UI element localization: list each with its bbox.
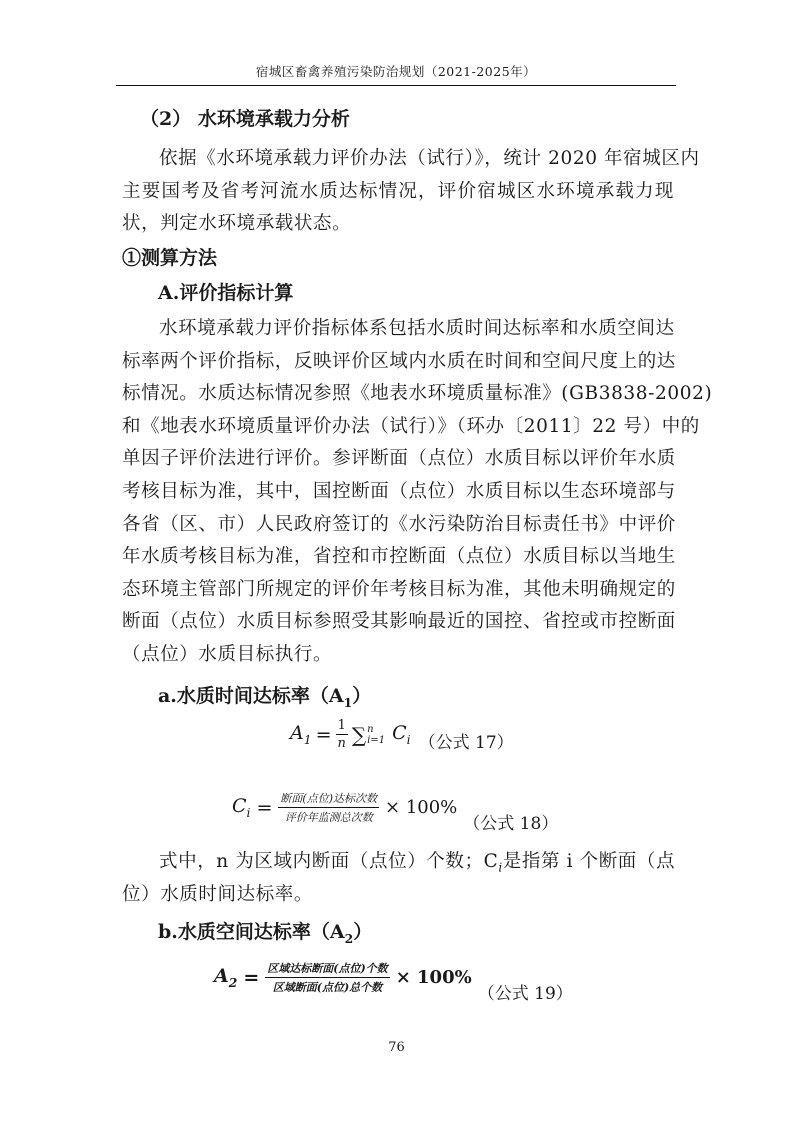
formula-19 xyxy=(214,960,573,1004)
f18-fraction: $\frac{\text{断面(点位)达标次数}}{\text{评价年监测总次数}}$ xyxy=(280,792,378,824)
intro-line: 主要国考及省考河流水质达标情况，评价宿城区水环境承载力现 xyxy=(122,180,674,202)
where-paragraph xyxy=(122,846,674,911)
intro-paragraph xyxy=(122,143,700,241)
f19-lhs: $A_2$ xyxy=(214,965,238,990)
item-a-label: a.水质时间达标率（A xyxy=(158,685,344,707)
intro-line: 依据《水环境承载力评价办法（试行）》，统计 2020 年宿城区内 xyxy=(159,148,700,169)
f18-eq: = xyxy=(256,796,273,819)
item-b-close: ） xyxy=(353,921,373,943)
header-rule xyxy=(116,85,676,86)
body-line: 年水质考核目标为准，省控和市控断面（点位）水质目标以当地生 xyxy=(122,546,676,568)
f17-fraction: $\frac{1}{n}$ xyxy=(337,718,346,751)
formula-17 xyxy=(290,718,514,751)
body-line: 水环境承载力评价指标体系包括水质时间达标率和水质空间达 xyxy=(159,318,675,339)
body-line: 和《地表水环境质量评价办法（试行）》（环办〔2011〕22 号）中的 xyxy=(122,415,700,437)
running-header: 宿城区畜禽养殖污染防治规划（2021-2025年） xyxy=(255,64,537,79)
item-a-heading xyxy=(158,684,371,715)
body-line: 断面（点位）水质目标参照受其影响最近的国控、省控或市控断面 xyxy=(122,611,676,633)
f17-eq: = xyxy=(315,723,332,746)
f19-tag: （公式 19） xyxy=(477,984,573,1004)
body-line: 标率两个评价指标，反映评价区域内水质在时间和空间尺度上的达 xyxy=(122,350,676,372)
body-paragraph xyxy=(122,313,713,672)
f18-tag: （公式 18） xyxy=(463,814,559,834)
body-line: （点位）水质目标执行。 xyxy=(122,643,333,665)
intro-line: 状，判定水环境承载状态。 xyxy=(122,213,352,235)
body-line: 考核目标为准，其中，国控断面（点位）水质目标以生态环境部与 xyxy=(122,480,676,502)
item-b-sub: 2 xyxy=(344,930,354,946)
f17-lhs: $A_1$ xyxy=(290,722,312,747)
formula-18 xyxy=(232,790,559,834)
item-a-sub: 1 xyxy=(343,694,353,710)
body-line: 单因子评价法进行评价。参评断面（点位）水质目标以评价年水质 xyxy=(122,448,676,470)
f17-sum: ∑ n i=1 xyxy=(351,722,386,747)
item-b-heading xyxy=(158,920,372,951)
f19-times: × 100% xyxy=(395,967,472,988)
f19-eq: = xyxy=(243,966,260,989)
f18-lhs: $C_i$ xyxy=(232,795,251,820)
section-heading: （2） 水环境承载力分析 xyxy=(140,108,350,130)
subsection-heading: A.评价指标计算 xyxy=(158,282,294,304)
method-heading: ①测算方法 xyxy=(122,247,218,269)
f17-term: $C_i$ xyxy=(392,722,411,747)
page-number: 76 xyxy=(388,1040,405,1055)
f18-times: × 100% xyxy=(385,797,458,818)
where-line: 位）水质时间达标率。 xyxy=(122,883,314,905)
body-line: 态环境主管部门所规定的评价年考核目标为准，其他未明确规定的 xyxy=(122,578,676,600)
item-a-close: ） xyxy=(352,685,372,707)
item-b-label: b.水质空间达标率（A xyxy=(158,921,345,943)
where-line: 式中，n 为区域内断面（点位）个数；$C_i$是指第 i 个断面（点 xyxy=(159,851,676,875)
body-line: 各省（区、市）人民政府签订的《水污染防治目标责任书》中评价 xyxy=(122,513,676,535)
f19-fraction: $\frac{\text{区域达标断面(点位)个数}}{\text{区域断面(点位)总个数}}$ xyxy=(267,962,388,994)
body-line: 标情况。水质达标情况参照《地表水环境质量标准》(GB3838-2002) xyxy=(122,383,713,405)
f17-tag: （公式 17） xyxy=(418,733,514,753)
